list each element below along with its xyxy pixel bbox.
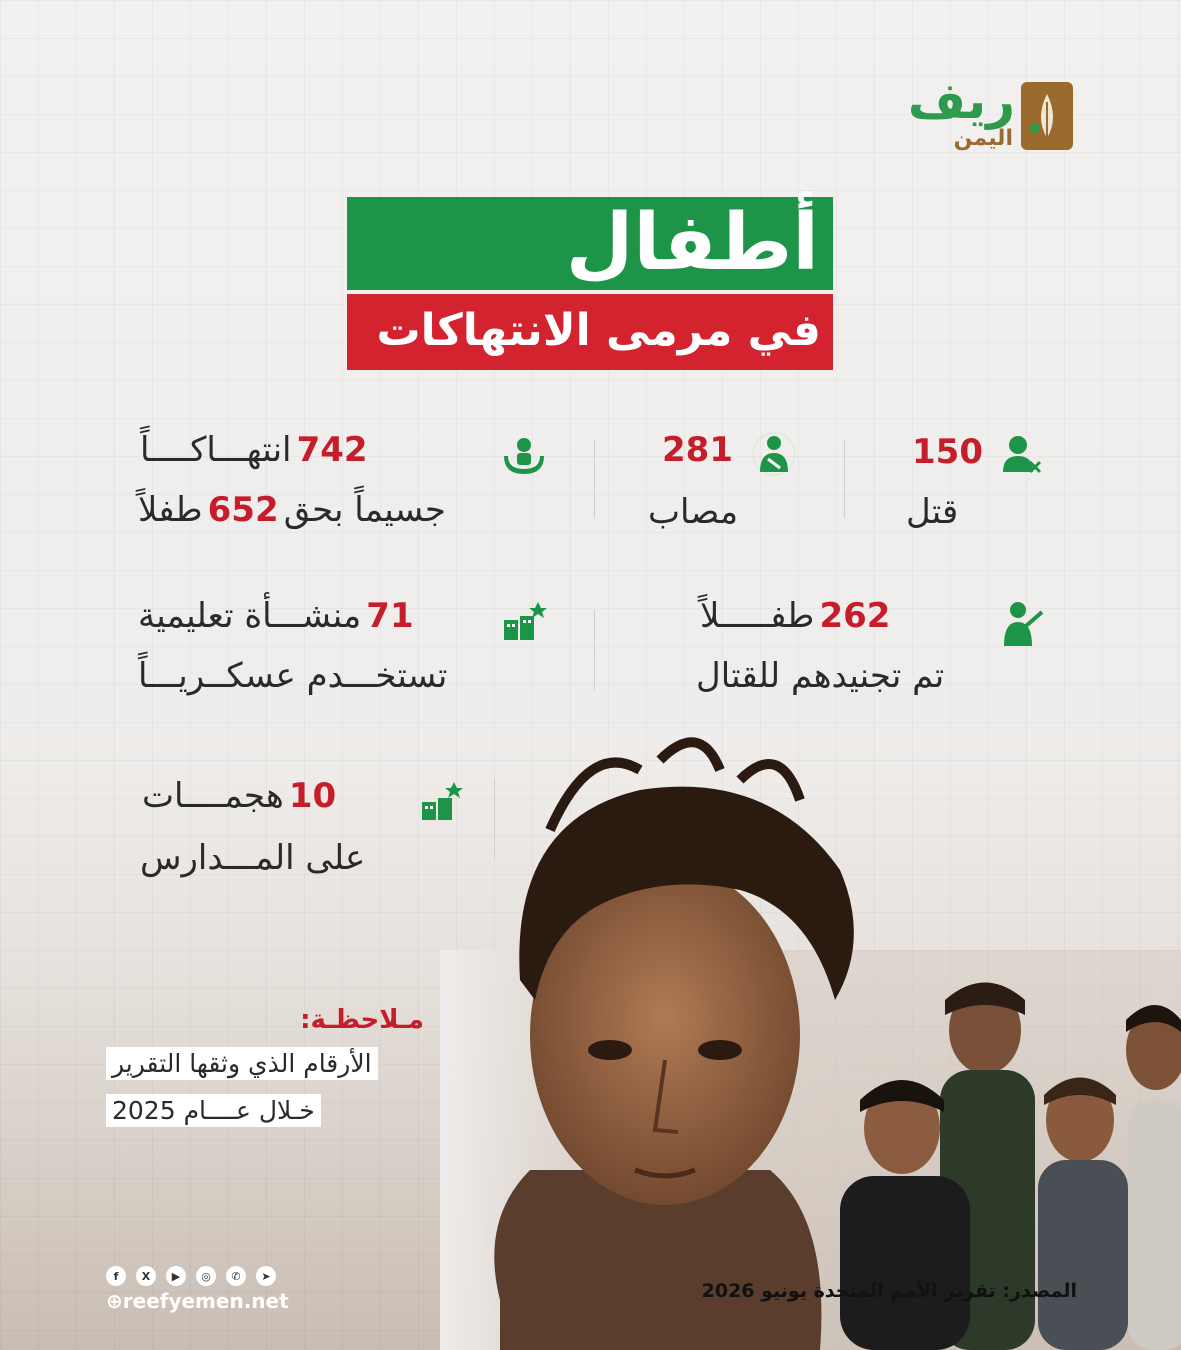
telegram-icon[interactable]: ➤ (256, 1266, 276, 1286)
title-banner-green (347, 197, 833, 290)
note-heading: مـلاحظـة: (300, 1005, 424, 1035)
stat-attacks-label2: على المـــدارس (140, 838, 366, 878)
stat-recruited-value: 262 (819, 596, 891, 636)
source-text: المصدر: تقرير الأمم المتحدة يونيو 2026 (701, 1280, 1077, 1302)
divider (844, 440, 845, 518)
whatsapp-icon[interactable]: ✆ (226, 1266, 246, 1286)
website-link[interactable] (106, 1289, 289, 1313)
school-attack-icon (418, 778, 466, 826)
brand-logo[interactable] (873, 72, 1073, 156)
stat-violations-value: 742 (296, 430, 368, 470)
stat-killed-value: 150 (912, 432, 983, 472)
globe-icon: ⊕ (106, 1289, 123, 1313)
title-line1: أطفال (565, 198, 819, 288)
x-icon[interactable]: X (136, 1266, 156, 1286)
divider (594, 610, 595, 690)
youtube-icon[interactable]: ▶ (166, 1266, 186, 1286)
hands-child-icon (500, 432, 548, 480)
stat-violations-label2a: جسيماً بحق (283, 490, 446, 530)
leaf-logo-icon (1021, 82, 1073, 150)
divider (494, 778, 495, 858)
note-line2: خـلال عــــام 2025 (106, 1094, 321, 1127)
stat-injured-value: 281 (662, 430, 733, 470)
social-icons (106, 1266, 276, 1286)
injured-person-icon (752, 432, 796, 476)
brand-subname: اليمن (953, 126, 1013, 151)
brand-name: ريف (907, 72, 1015, 130)
divider (594, 440, 595, 518)
stat-attacks-value: 10 (288, 776, 337, 816)
stat-violations-label2b: طفلاً (138, 490, 203, 530)
title-line2: في مرمى الانتهاكات (376, 305, 821, 356)
stat-facilities-label2: تستخـــدم عسكــريـــاً (138, 656, 448, 696)
instagram-icon[interactable]: ◎ (196, 1266, 216, 1286)
stat-recruited-label2: تم تجنيدهم للقتال (696, 656, 945, 696)
stat-killed-label: قتل (906, 492, 959, 532)
facebook-icon[interactable]: f (106, 1266, 126, 1286)
stat-violations-line2 (138, 490, 446, 530)
stat-attacks-line1 (142, 776, 336, 816)
stat-recruited-label1: طفـــــلاً (700, 596, 815, 636)
stat-violations-label1: انتهـــاكــــاً (140, 430, 292, 470)
website-text: reefyemen.net (122, 1289, 289, 1313)
stat-recruited-line1 (700, 596, 890, 636)
stat-violations-line1 (140, 430, 368, 470)
note-line1: الأرقام الذي وثقها التقرير (106, 1047, 378, 1080)
stat-facilities-line1 (138, 596, 414, 636)
stat-attacks-label1: هجمــــات (142, 776, 284, 816)
stat-violations-value2: 652 (207, 490, 279, 530)
stat-injured-label: مصاب (648, 492, 739, 532)
title-banner-red (347, 294, 833, 370)
stat-facilities-value: 71 (366, 596, 414, 636)
child-soldier-icon (1000, 600, 1044, 648)
children-photo (440, 700, 1181, 1350)
stat-facilities-label1: منشـــأة تعليمية (138, 596, 362, 636)
school-military-icon (500, 598, 548, 646)
person-x-icon (1000, 432, 1044, 476)
